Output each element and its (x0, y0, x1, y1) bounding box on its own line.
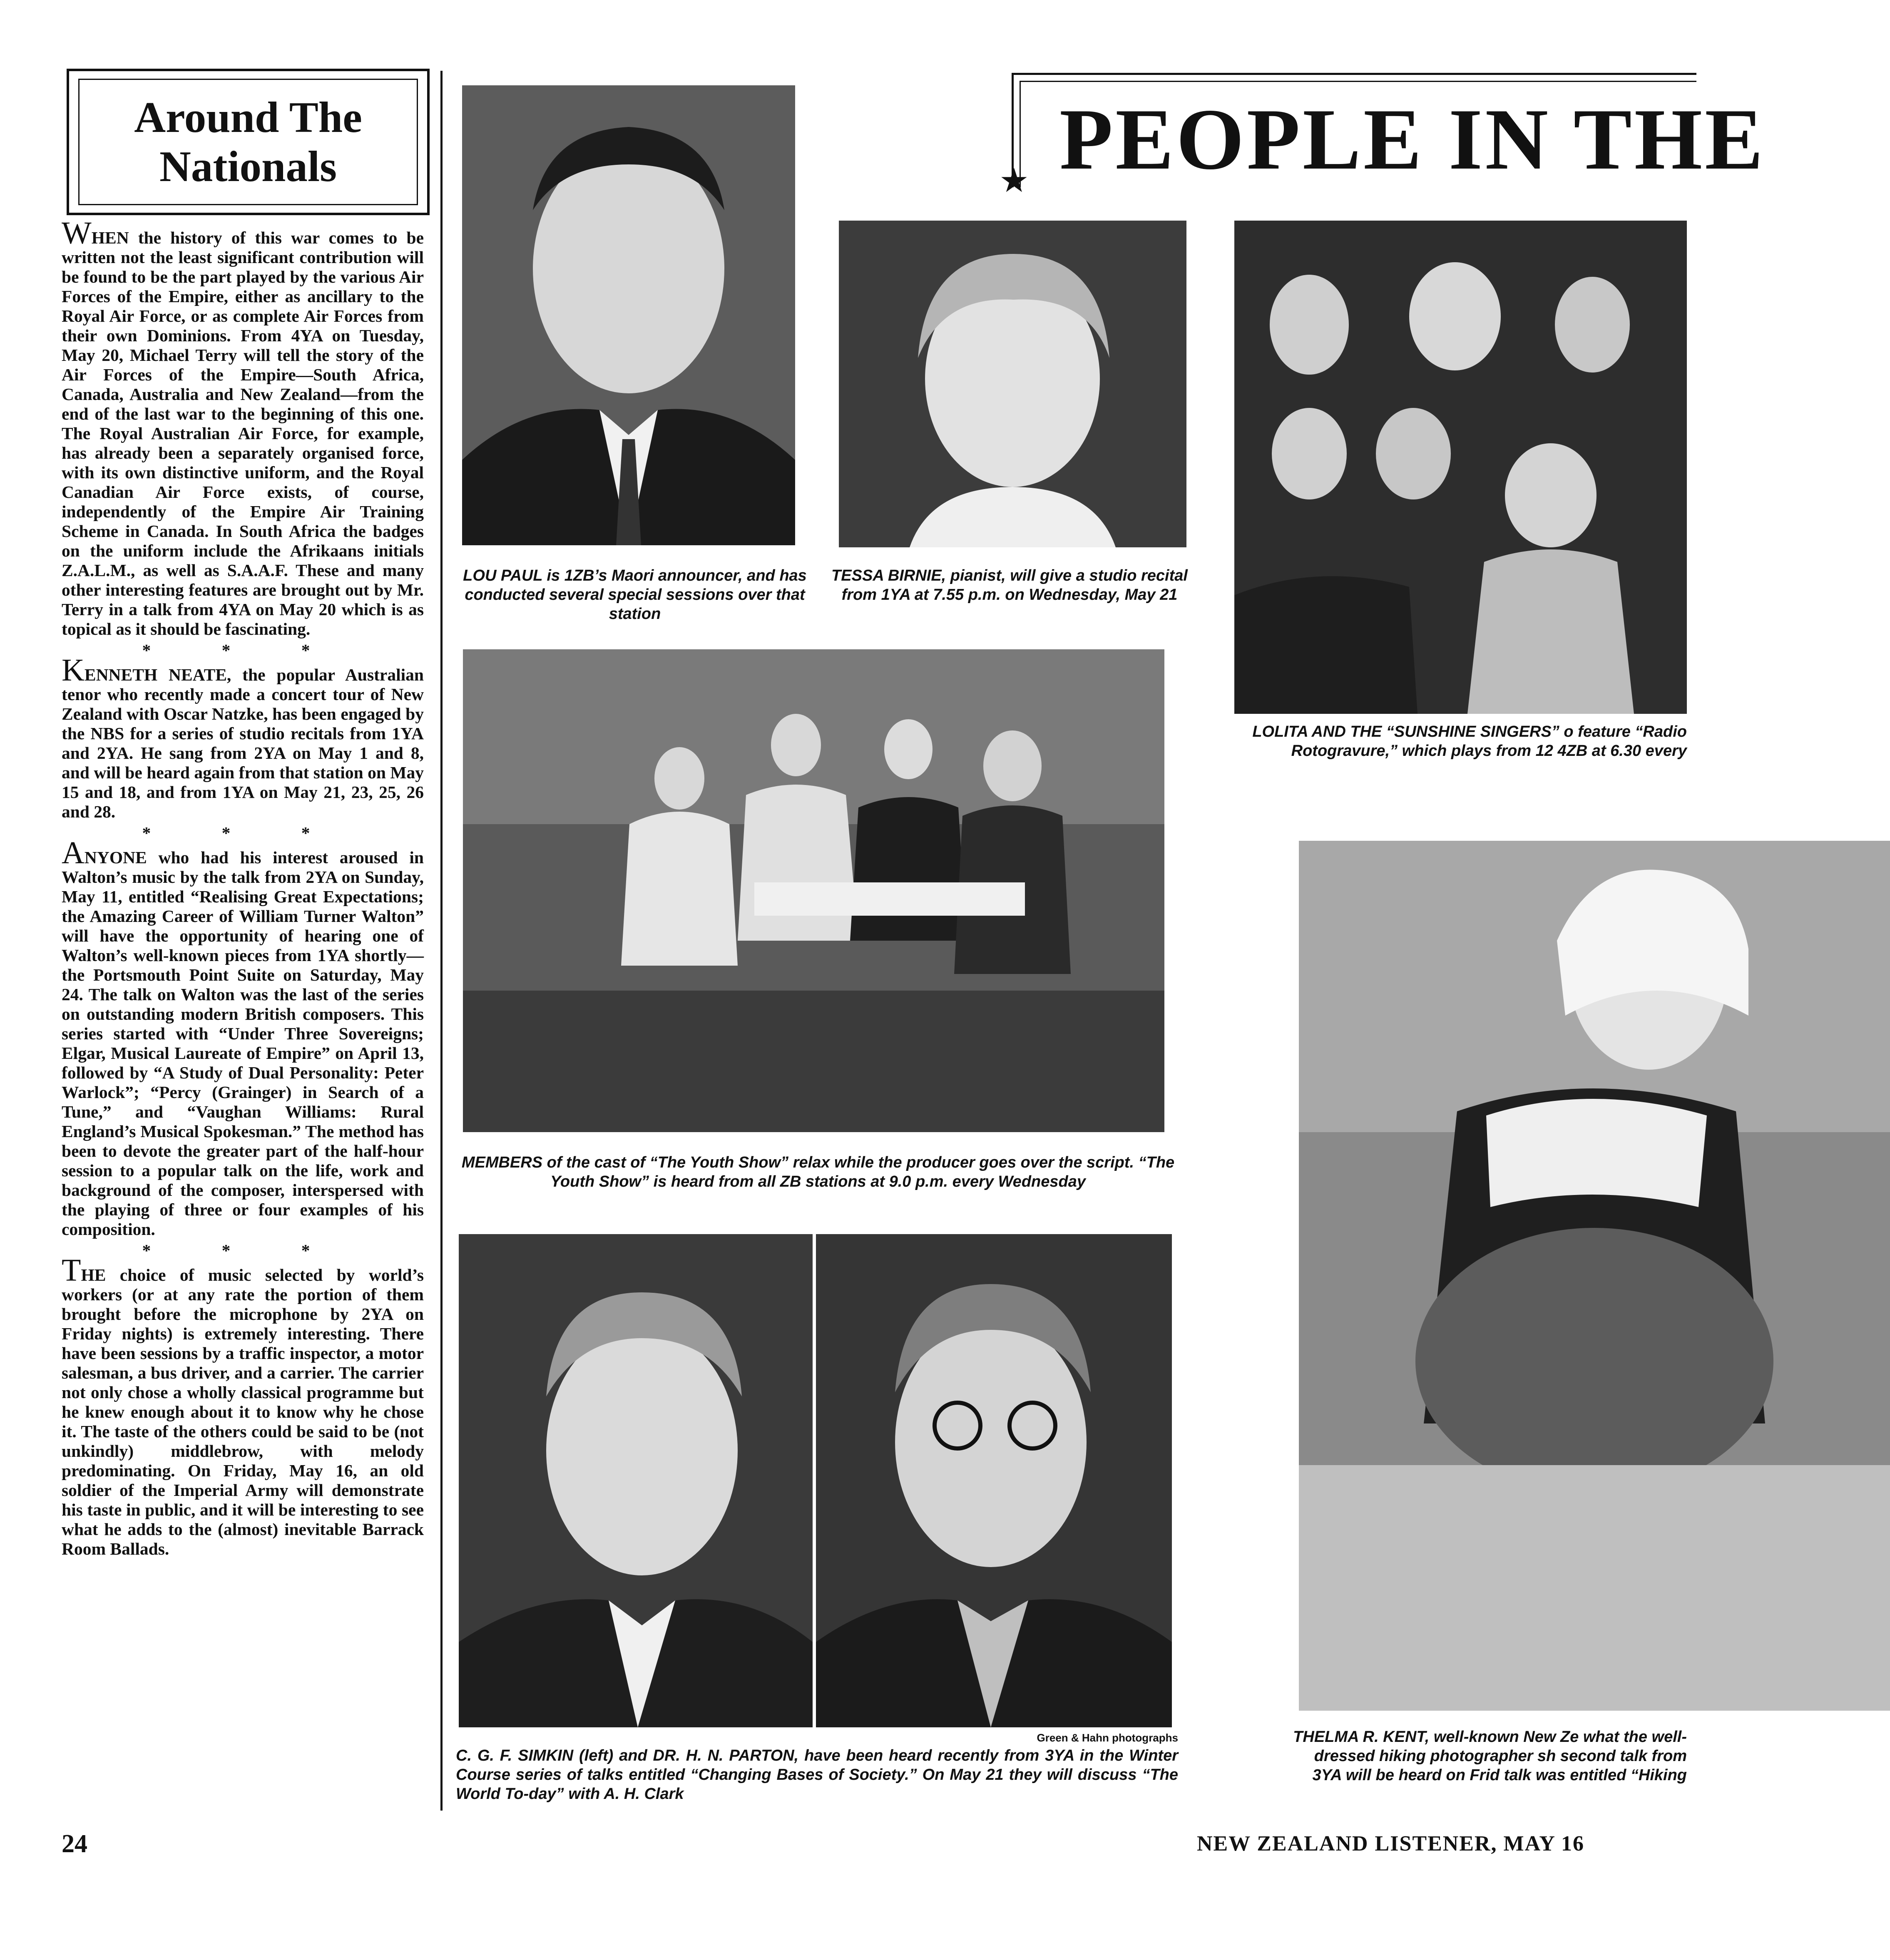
section-separator: * * * (142, 641, 343, 660)
paragraph-text: ENNETH NEATE, the popular Australian tenor who recently made a concert tour of New Zealand with Oscar Natzke, has been engaged by the NBS for a series of studio recitals from 1YA and 2YA. He sang from 2YA on May 1 and 8, and will be heard again from that station on May 15 and 18, and from 1YA on May 21, 23, 25, 26 and 28. (62, 665, 424, 821)
column-rule (440, 71, 443, 1811)
caption-tessa-birnie: TESSA BIRNIE, pianist, will give a studio recital from 1YA at 7.55 p.m. on Wednesday, May 21 (831, 567, 1188, 604)
drop-letter: A (62, 835, 85, 870)
caption-simkin-parton: C. G. F. SIMKIN (left) and DR. H. N. PARTON, have been heard recently from 3YA in the Winter Course series of talks entitled “Changing Bases of Society.” On May 21 they will discuss “The World To-day” with A. H. Clark (456, 1747, 1178, 1803)
star-icon: ★ (999, 163, 1029, 199)
caption-youth-show: MEMBERS of the cast of “The Youth Show” relax while the producer goes over the script. “The Youth Show” is heard from all ZB stations at 9.0 p.m. every Wednesday (461, 1154, 1175, 1190)
headline: PEOPLE IN THE (1059, 91, 1766, 188)
sidebar-body (62, 216, 424, 1559)
paragraph-walton (62, 835, 424, 1239)
photo-simkin (459, 1234, 813, 1727)
photo-lou-paul (462, 85, 795, 545)
photo-credit: Green & Hahn photographs (1037, 1731, 1178, 1744)
drop-letter: T (62, 1253, 81, 1288)
paragraph-air-forces (62, 216, 424, 639)
caption-thelma-kent: THELMA R. KENT, well-known New Ze what the well-dressed hiking photographer sh second talk from 3YA will be heard on Frid talk was entitled “Hiking (1293, 1728, 1687, 1784)
masthead-date: NEW ZEALAND LISTENER, MAY 16 (1197, 1832, 1585, 1856)
sidebar-title-box (67, 69, 430, 215)
paragraph-kenneth-neate (62, 653, 424, 822)
photo-thelma-kent (1299, 841, 1890, 1711)
caption-lou-paul: LOU PAUL is 1ZB’s Maori announcer, and has conducted several special sessions over that station (463, 567, 807, 623)
drop-letter: K (62, 653, 85, 688)
paragraph-text: HE choice of music selected by world’s workers (or at any rate the portion of them brought before the microphone by 2YA on Friday nights) is extremely interesting. There have been sessions by a traffic inspector, a motor salesman, a bus driver, and a carrier. The carrier not only chose a wholly classical programme but he knew enough about it to know why he chose it. The taste of the others could be said to be (not unkindly) middlebrow, with melody predominating. On Friday, May 16, an old soldier of the Imperial Army will demonstrate his taste in public, and it will be interesting to see what he adds to the (almost) inevitable Barrack Room Ballads. (62, 1265, 424, 1558)
page-number: 24 (62, 1830, 87, 1858)
photo-sunshine-singers (1234, 221, 1687, 714)
paragraph-workers-music (62, 1253, 424, 1559)
photo-parton (816, 1234, 1172, 1727)
photo-youth-show (463, 649, 1164, 1132)
section-separator: * * * (142, 1241, 343, 1260)
sidebar-title-line2: Nationals (159, 142, 337, 191)
paragraph-text: NYONE who had his interest aroused in Walton’s music by the talk from 2YA on Sunday, May 11, entitled “Realising Great Expectations; the Amazing Career of William Turner Walton” will have the opportunity of hearing one of Walton’s well-known pieces from 1YA shortly—the Portsmouth Point Suite on Saturday, May 24. The talk on Walton was the last of the series on outstanding modern British composers. This series started with “Under Three Sovereigns; Elgar, Musical Laureate of Empire” on April 13, followed by “A Study of Dual Personality: Peter Warlock”; “Percy (Grainger) in Search of a Tune,” and “Vaughan Williams: Rural England’s Musical Spokesman.” The method has been to devote the greater part of the half-hour session to a popular talk on the life, work and background of the composer, interspersed with the playing of three or four examples of his composition. (62, 848, 424, 1239)
paragraph-text: HEN the history of this war comes to be written not the least significant contribution will be found to be the part played by the various Air Forces of the Empire, either as ancillary to the Royal Air Force, or as complete Air Forces from their own Dominions. From 4YA on Tuesday, May 20, Michael Terry will tell the story of the Air Forces of the Empire—South Africa, Canada, Australia and New Zealand—from the end of the last war to the beginning of this one. The Royal Australian Air Force, for example, has already been a separately organised force, with its own distinctive uniform, and the Royal Canadian Air Force exists, of course, independently of the Empire Air Training Scheme in Canada. In South Africa the badges on the uniform include the Afrikaans initials Z.A.L.M., as well as S.A.A.F. These and many other interesting features are brought out by Mr. Terry in a talk from 4YA on May 20 which is as topical as it should be fascinating. (62, 228, 424, 638)
drop-letter: W (62, 216, 92, 251)
sidebar-title-line1: Around The (134, 93, 362, 142)
photo-tessa-birnie (839, 221, 1186, 547)
caption-sunshine-singers: LOLITA AND THE “SUNSHINE SINGERS” o feature “Radio Rotogravure,” which plays from 12 4ZB at 6.30 every (1252, 723, 1687, 760)
section-separator: * * * (142, 823, 343, 842)
